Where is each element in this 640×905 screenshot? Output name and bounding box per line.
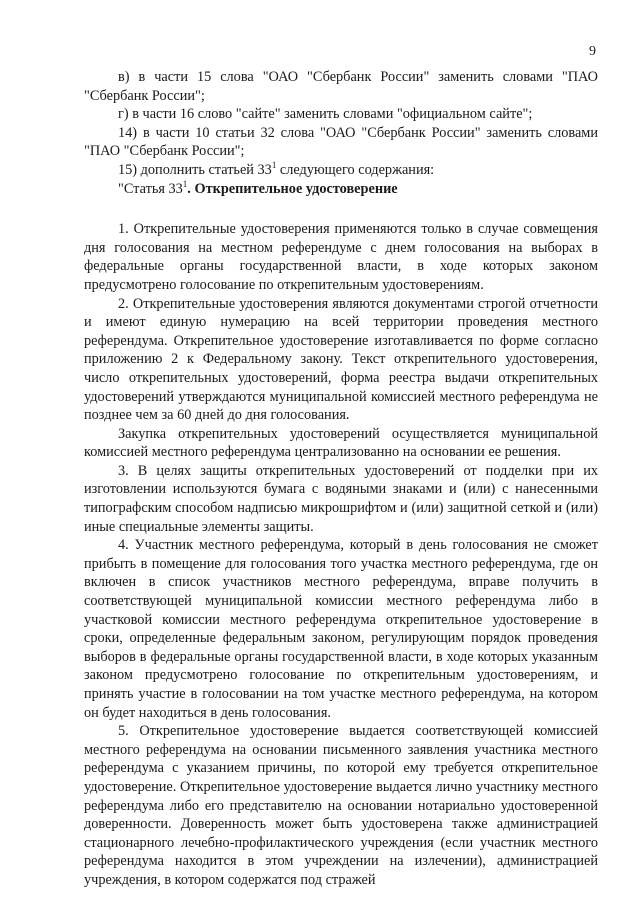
document-body — [84, 68, 598, 890]
amendment-v: в) в части 15 слова "ОАО "Сбербанк России" заменить словами "ПАО "Сбербанк России"; — [84, 69, 598, 104]
article-dot: . — [187, 180, 195, 197]
paragraph-4: 4. Участник местного референдума, который в день голосования не сможет прибыть в помещение для голосования того участка местного референдума, где он включен в список участников местного референдума, вправе получить в соответствующей муниципальной комиссии местного референдума либо в участковой комиссии местного референдума открепительное удостоверение в сроки, определенные федеральным законом, регулирующим порядок проведения выборов в федеральные органы государственной власти, в ходе которых указанным законом предусмотрено голосование по открепительным удостоверениям, и принять участие в голосовании на том участке местного референдума, на котором он будет находиться в день голосования. — [84, 537, 598, 721]
paragraph-1: 1. Открепительные удостоверения применяются только в случае совмещения дня голосования на местном референдуме с днем голосования на выборах в федеральные органы государственной власти, в ходе которых законом предусмотрено голосование по открепительным удостоверениям. — [84, 221, 598, 293]
section-gap — [84, 198, 598, 220]
paragraph-5: 5. Открепительное удостоверение выдается соответствующей комиссией местного референдума на основании письменного заявления участника местного референдума с указанием причины, по которой ему требуется открепительное удостоверение. Открепительное удостоверение выдается лично участнику местного референдума либо его представителю на основании нотариально удостоверенной доверенности. Доверенность может быть удостоверена также администрацией стационарного лечебно-профилактического учреждения (если участник местного референдума находится в этом учреждении на излечении), администрацией учреждения, в котором содержатся под стражей — [84, 723, 598, 888]
amendment-g: г) в части 16 слово "сайте" заменить словами "официальном сайте"; — [118, 106, 533, 123]
article-title: Открепительное удостоверение — [194, 180, 398, 197]
article-sup: 1 — [182, 178, 188, 189]
paragraph-2-procurement: Закупка открепительных удостоверений осуществляется муниципальной комиссией местного референдума централизованно на основании ее решения. — [84, 425, 598, 461]
paragraph-3: 3. В целях защиты открепительных удостоверений от подделки при их изготовлении используются бумага с водяными знаками и (или) с нанесенными типографским способом надписью микрошрифтом и (или) защитной сеткой и (или) иные специальные элементы защиты. — [84, 462, 598, 535]
article-heading — [84, 180, 598, 199]
paragraph-2: 2. Открепительные удостоверения являются документами строгой отчетности и имеют единую нумерацию на всей территории проведения местного референдума. Открепительное удостоверение изготавливается по форме согласно приложению 2 к Федеральному закону. Текст открепительного удостоверения, число открепительных удостоверений, форма реестра выдачи открепительных удостоверений утверждаются муниципальной комиссией местного референдума не позднее чем за 60 дней до дня голосования. — [84, 295, 598, 424]
amendment-15-before: 15) дополнить статьей 33 — [118, 161, 272, 178]
amendment-15-after: следующего содержания: — [276, 161, 435, 178]
amendment-15 — [84, 161, 598, 180]
amendment-14: 14) в части 10 статьи 32 слова "ОАО "Сбербанк России" заменить словами "ПАО "Сбербанк России"; — [84, 124, 598, 160]
page-number: 9 — [589, 44, 596, 59]
article-prefix: "Статья 33 — [118, 180, 183, 197]
amendment-15-sup: 1 — [271, 160, 277, 171]
